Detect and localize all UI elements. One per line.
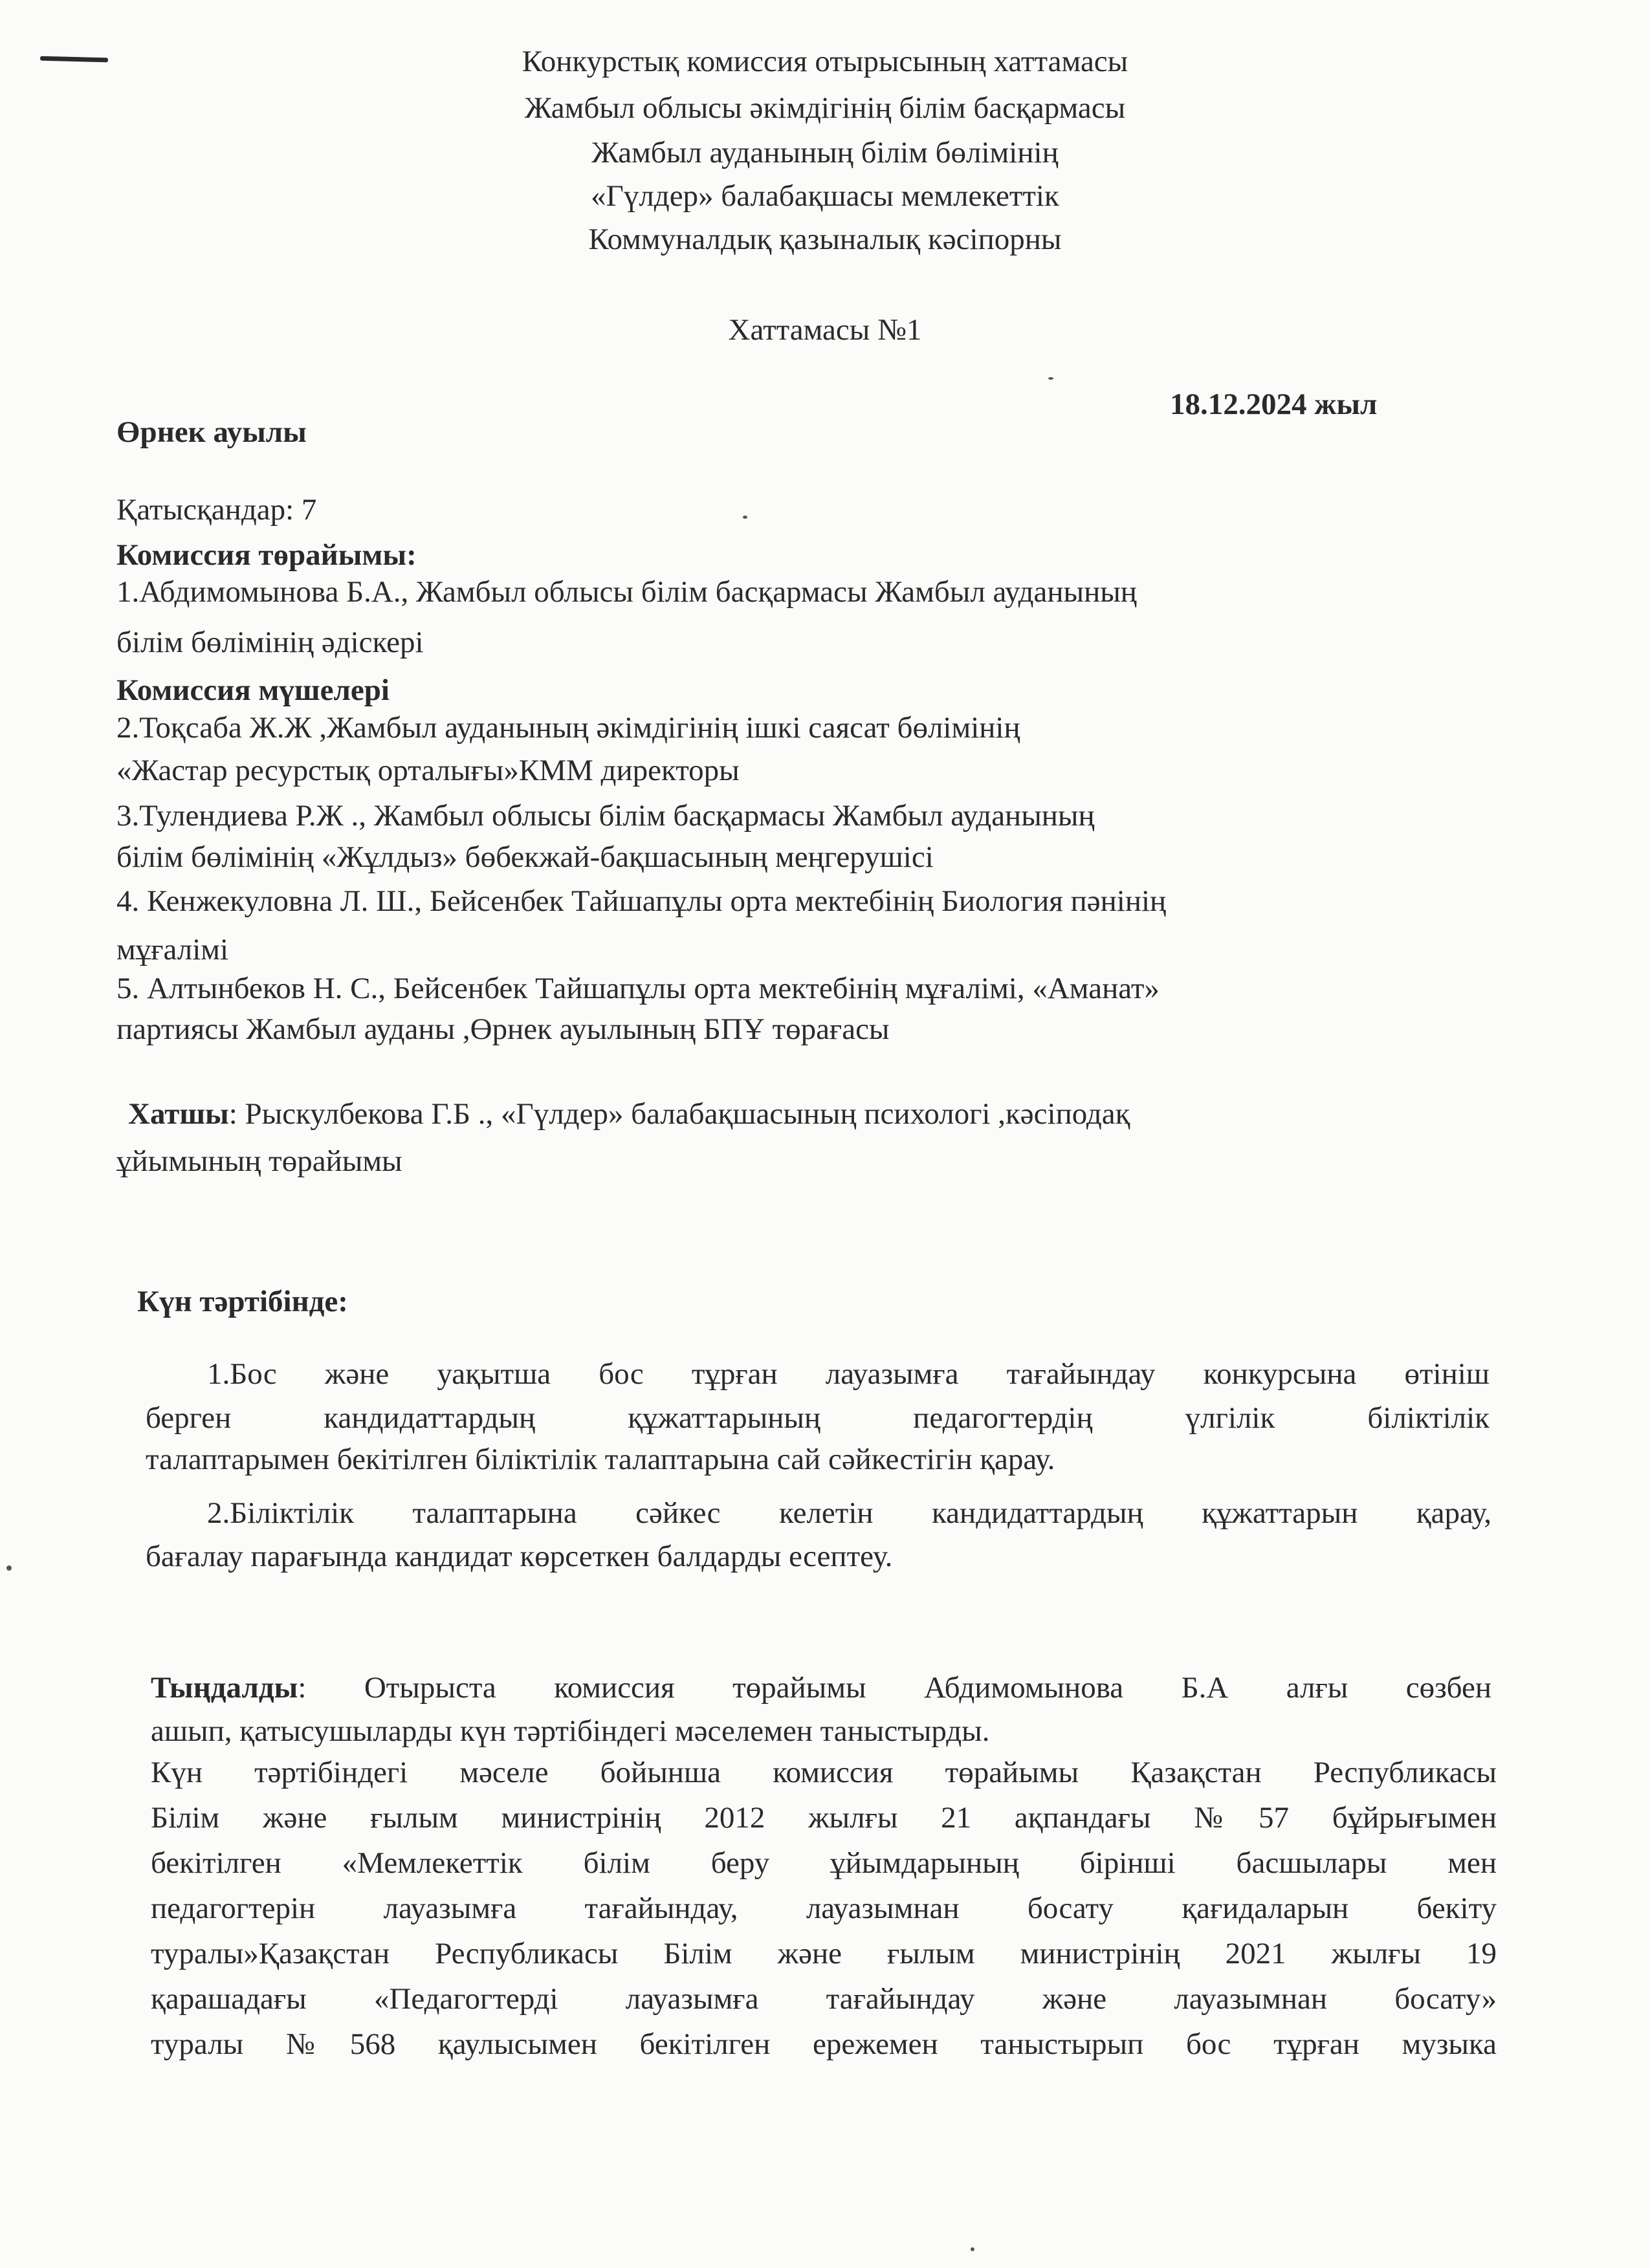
protocol-number: Хаттамасы №1 <box>728 313 922 347</box>
member-line-8: партиясы Жамбыл ауданы ,Өрнек ауылының БПҰ төрағасы <box>116 1012 890 1046</box>
listened-line-4: Білім және ғылым министрінің 2012 жылғы 21 ақпандағы №57 бұйрығымен <box>151 1802 1497 1835</box>
listened-line-5: бекітілген «Мемлекеттік білім беру ұйымдарының бірінші басшылары мен <box>151 1847 1497 1880</box>
members-heading: Комиссия мүшелері <box>116 673 390 707</box>
member-line-3: 3.Тулендиева Р.Ж ., Жамбыл облысы білім басқармасы Жамбыл ауданының <box>116 799 1095 833</box>
listened-line-9: туралы №568 қаулысымен бекітілген ережемен таныстырып бос тұрған музыка <box>151 2028 1497 2061</box>
secretary-text: : Рыскулбекова Г.Б ., «Гүлдер» балабақшасының психологі ,кәсіподақ <box>228 1097 1130 1131</box>
secretary-label: Хатшы <box>128 1097 229 1131</box>
member-line-1: 2.Тоқсаба Ж.Ж ,Жамбыл ауданының әкімдігінің ішкі саясат бөлімінің <box>116 711 1020 745</box>
chair-line-2: білім бөлімінің әдіскері <box>116 626 424 659</box>
listened-line-6: педагогтерін лауазымға тағайындау, лауазымнан босату қағидаларын бекіту <box>151 1892 1497 1925</box>
scan-speck <box>971 2247 974 2251</box>
member-line-4: білім бөлімінің «Жұлдыз» бөбекжай-бақшасының меңгерушісі <box>116 840 934 874</box>
listened-label: Тыңдалды <box>151 1672 298 1705</box>
member-line-2: «Жастар ресурстық орталығы»КММ директоры <box>116 754 740 787</box>
header-line-1: Конкурстық комиссия отырысының хаттамасы <box>522 45 1128 78</box>
agenda-item-1-line-2: берген кандидаттардың құжаттарының педагогтердің үлгілік біліктілік <box>146 1402 1490 1435</box>
scan-speck <box>743 516 747 519</box>
secretary-line-1 <box>128 1098 1130 1131</box>
listened-line-3: Күн тәртібіндегі мәселе бойынша комиссия төрайымы Қазақстан Республикасы <box>151 1756 1497 1789</box>
listened-line-1 <box>151 1672 1491 1710</box>
document-date: 18.12.2024 жыл <box>1170 387 1378 421</box>
member-line-7: 5. Алтынбеков Н. С., Бейсенбек Тайшапұлы орта мектебінің мұғалімі, «Аманат» <box>116 972 1160 1005</box>
chair-line-1: 1.Абдимомынова Б.А., Жамбыл облысы білім басқармасы Жамбыл ауданының <box>116 575 1137 609</box>
chair-heading: Комиссия төрайымы: <box>116 538 417 572</box>
scan-speck <box>6 1565 12 1571</box>
agenda-item-1-line-1: 1.Бос және уақытша бос тұрған лауазымға тағайындау конкурсына өтініш <box>207 1358 1490 1391</box>
village-name: Өрнек ауылы <box>116 415 307 449</box>
member-line-6: мұғалімі <box>116 933 229 966</box>
agenda-heading: Күн тәртібінде: <box>137 1285 348 1318</box>
header-line-5: Коммуналдық қазыналық кәсіпорны <box>588 223 1062 256</box>
agenda-item-1-line-3: талаптарымен бекітілген біліктілік талаптарына сай сәйкестігін қарау. <box>146 1443 1055 1476</box>
listened-text: : Отырыста комиссия төрайымы Абдимомынова Б.А алғы сөзбен <box>298 1672 1491 1705</box>
secretary-line-2: ұйымының төрайымы <box>116 1144 402 1178</box>
scan-speck <box>1048 377 1053 380</box>
header-line-2: Жамбыл облысы әкімдігінің білім басқармасы <box>524 91 1126 125</box>
listened-line-8: қарашадағы «Педагогтерді лауазымға тағайындау және лауазымнан босату» <box>151 1983 1497 2016</box>
agenda-item-2-line-1: 2.Біліктілік талаптарына сәйкес келетін кандидаттардың құжаттарын қарау, <box>207 1497 1491 1530</box>
participants-count: Қатысқандар: 7 <box>116 493 317 527</box>
member-line-5: 4. Кенжекуловна Л. Ш., Бейсенбек Тайшапұлы орта мектебінің Биология пәнінің <box>116 884 1167 918</box>
header-line-4: «Гүлдер» балабақшасы мемлекеттік <box>591 179 1059 213</box>
agenda-item-2-line-2: бағалау парағында кандидат көрсеткен балдарды есептеу. <box>146 1540 893 1573</box>
header-line-3: Жамбыл ауданының білім бөлімінің <box>591 136 1059 169</box>
listened-line-7: туралы»Қазақстан Республикасы Білім және ғылым министрінің 2021 жылғы 19 <box>151 1937 1497 1970</box>
listened-line-2: ашып, қатысушыларды күн тәртібіндегі мәселемен таныстырды. <box>151 1714 990 1748</box>
